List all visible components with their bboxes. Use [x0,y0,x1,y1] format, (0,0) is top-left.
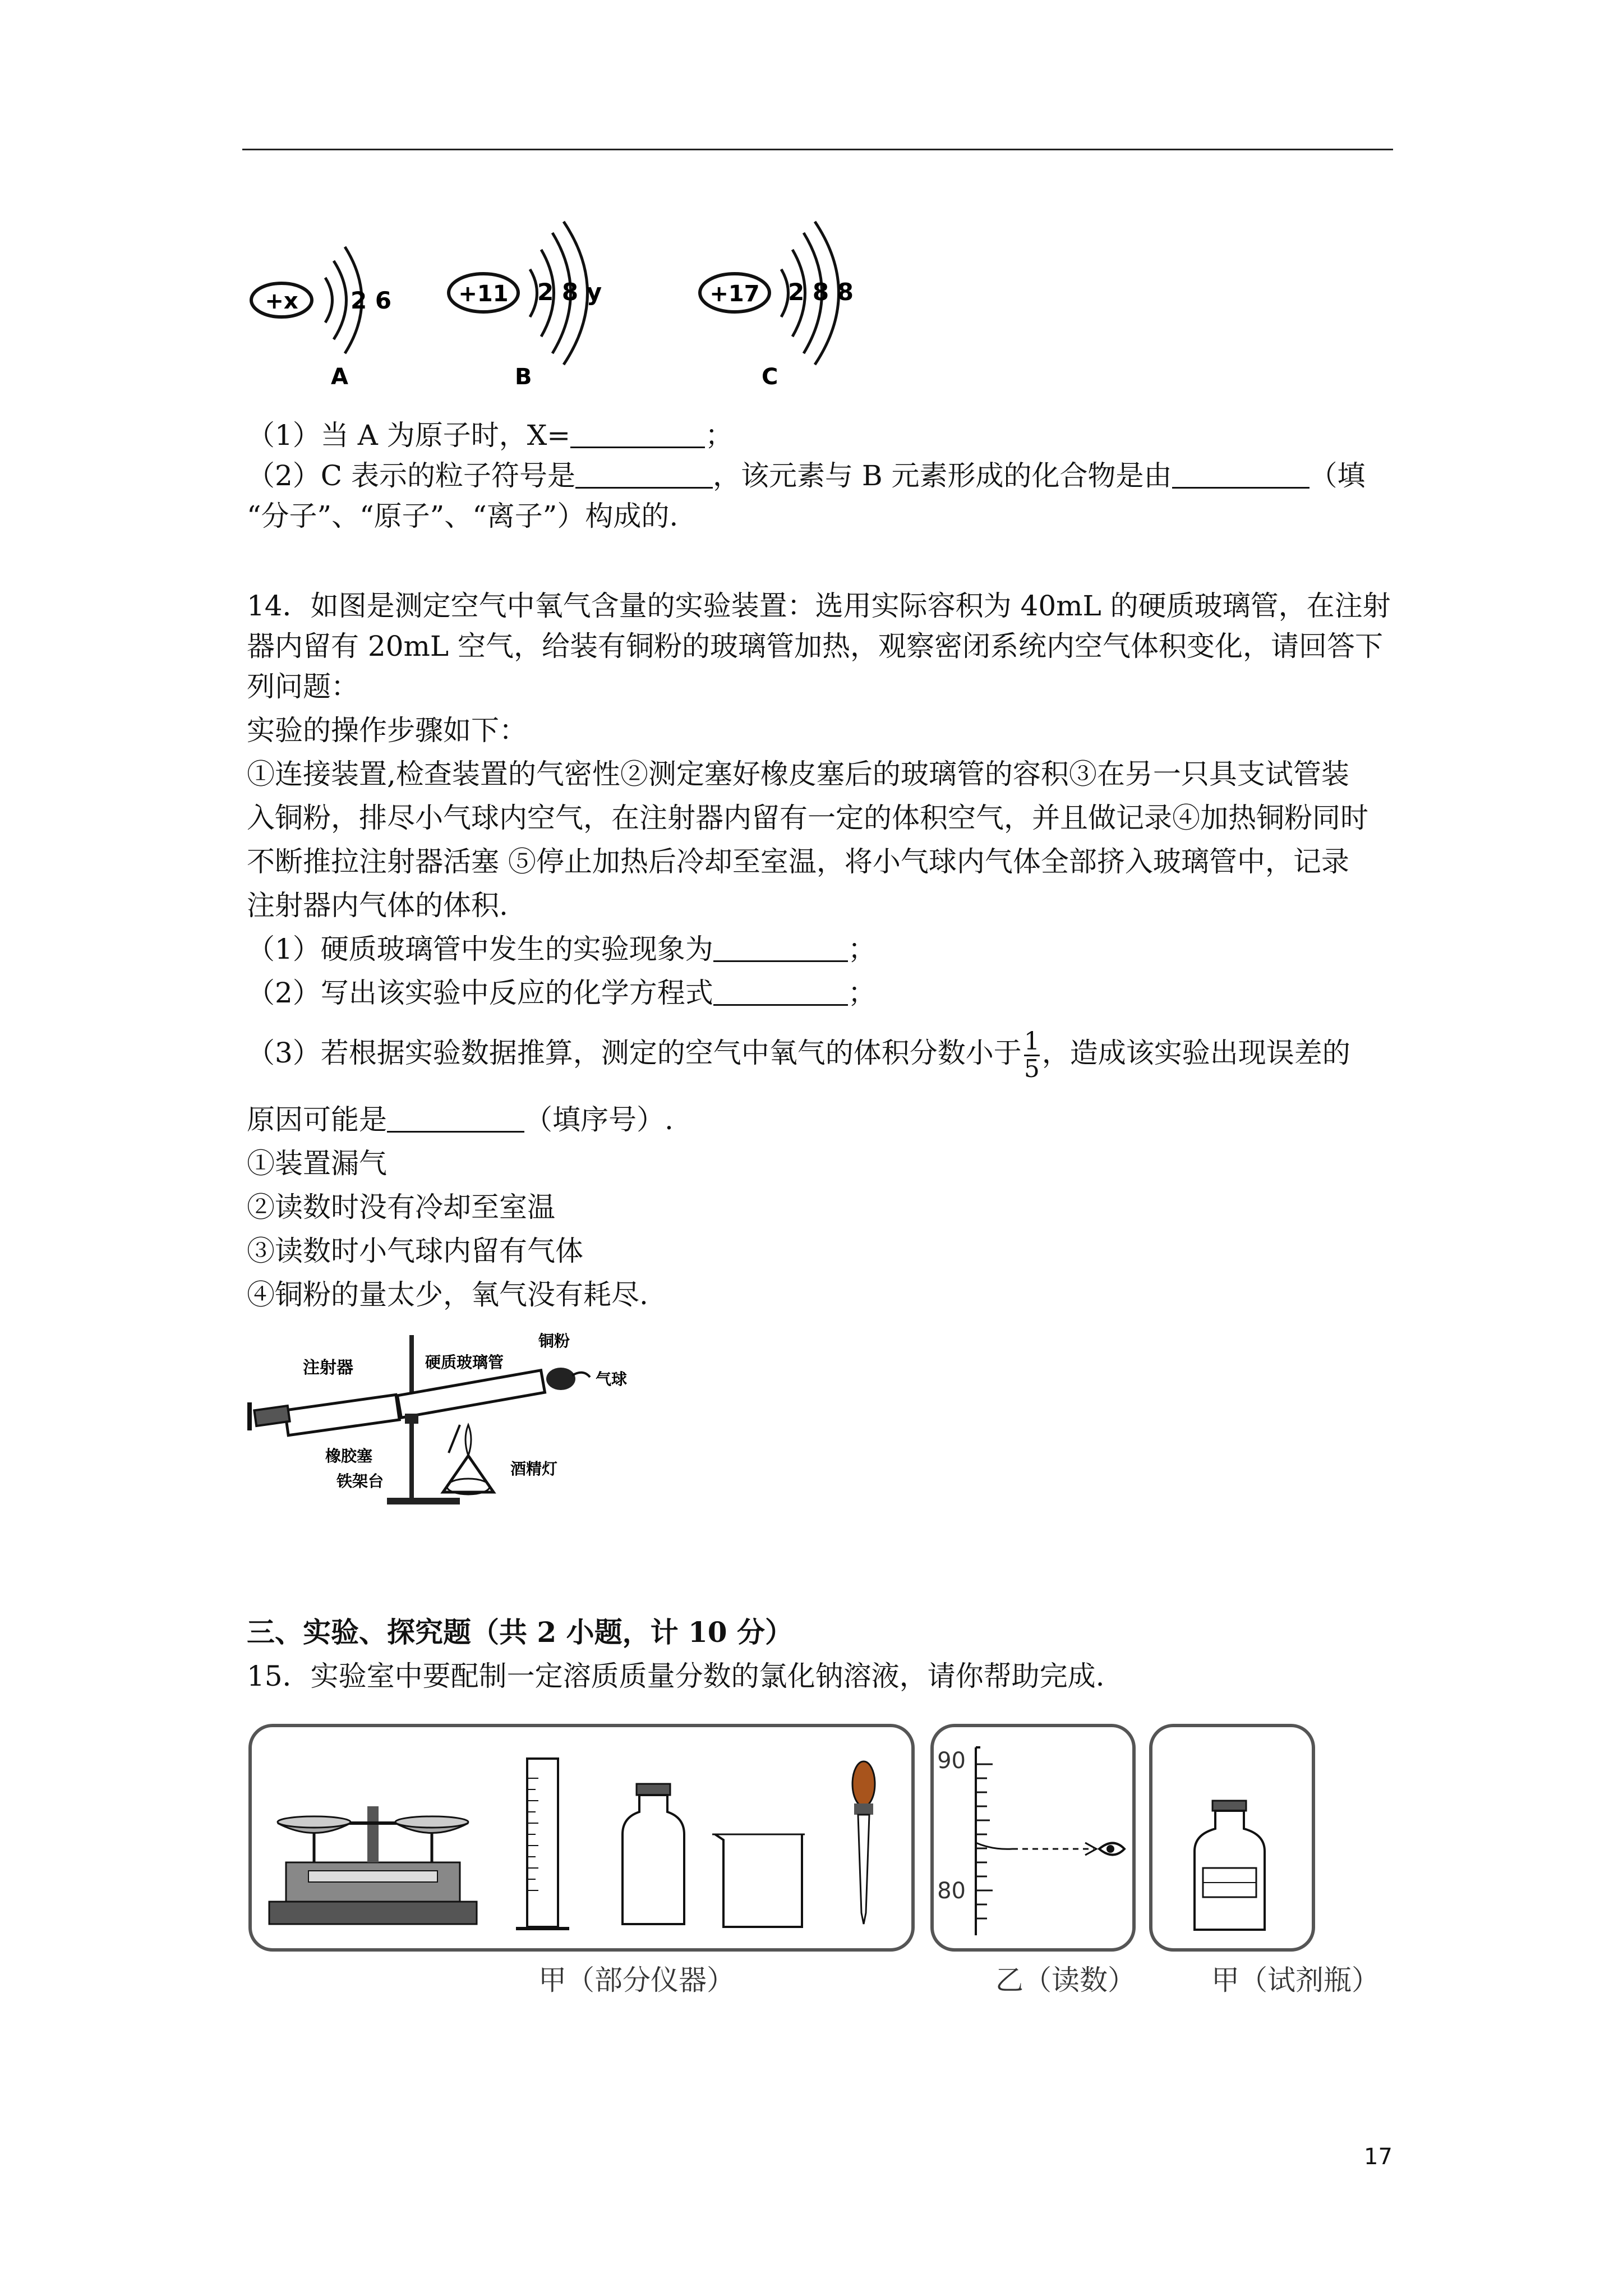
answer-blank[interactable] [713,929,848,962]
measuring-cylinder-icon [516,1759,569,1929]
q14-steps-line2: 入铜粉，排尽小气球内空气，在注射器内留有一定的体积空气，并且做记录④加热铜粉同时 [247,802,1368,834]
dropper-icon [852,1761,875,1924]
q14-apparatus-figure [247,1324,712,1515]
fraction-one-fifth: $\frac{1}{5}$ [1023,1027,1040,1083]
answer-blank[interactable] [713,973,848,1006]
reagent-bottle-icon [623,1784,684,1924]
cylinder-reading-icon [937,1747,1096,1935]
answer-blank[interactable] [575,455,713,489]
q14-intro-line2: 器内留有 20mL 空气，给装有铜粉的玻璃管加热，观察密闭系统内空气体积变化，请回答下 [247,630,1384,662]
label-balloon: 气球 [596,1370,628,1388]
q14-sub2: （2）写出该实验中反应的化学方程式 ； [247,973,876,1013]
q14-sub1: （1）硬质玻璃管中发生的实验现象为 ； [247,929,876,969]
section-heading: 三、实验、探究题（共 2 小题，计 10 分） [247,1616,793,1649]
tick-label-80: 80 [937,1878,966,1904]
labeled-reagent-bottle-icon [1195,1801,1265,1930]
q14-steps-title: 实验的操作步骤如下： [247,714,527,747]
atom-C [700,222,854,390]
q14-intro-line3: 列问题： [247,670,359,703]
atom-B-shells: 2 8 y [537,278,602,306]
beaker-icon [712,1834,805,1927]
label-glass-tube: 硬质玻璃管 [425,1353,504,1372]
label-alcohol-lamp: 酒精灯 [510,1460,558,1478]
caption-instruments: 甲（部分仪器） [538,1964,735,1996]
answer-blank[interactable] [1172,455,1310,489]
caption-reagent-bottle: 甲（试剂瓶） [1211,1964,1380,1996]
atom-C-shells: 2 8 8 [788,278,854,306]
label-copper-powder: 铜粉 [538,1332,570,1350]
atom-C-nucleus: +17 [709,281,760,307]
q13-part1: （1）当 A 为原子时，X= ； [247,415,733,455]
q13-part2: （2）C 表示的粒子符号是 ，该元素与 B 元素形成的化合物是由 （填 [247,455,1366,496]
atom-B-label: B [515,364,532,390]
caption-reading: 乙（读数） [995,1964,1136,1996]
q14-option4: ④铜粉的量太少，氧气没有耗尽. [247,1278,648,1311]
balance-icon [269,1806,477,1924]
atom-C-label: C [762,364,778,390]
q14-option2: ②读数时没有冷却至室温 [247,1191,555,1223]
atom-A [251,247,391,390]
q14-sub3-cont: 原因可能是 （填序号）. [247,1099,674,1140]
atom-A-shells: 2 6 [351,287,392,314]
eye-icon [1099,1843,1124,1855]
label-syringe: 注射器 [303,1358,353,1378]
q15-prompt: 15．实验室中要配制一定溶质质量分数的氯化钠溶液，请你帮助完成. [247,1660,1105,1692]
answer-blank[interactable] [570,415,705,448]
q13-part2-cont: “分子”、“原子”、“离子”）构成的. [247,500,679,532]
answer-blank[interactable] [387,1099,524,1133]
q14-intro-line1: 14．如图是测定空气中氧气含量的实验装置：选用实际容积为 40mL 的硬质玻璃管，在注射 [247,590,1391,622]
label-rubber-stopper: 橡胶塞 [325,1447,373,1465]
atom-B [449,222,602,390]
q15-figure [247,1722,1385,1958]
atom-B-nucleus: +11 [458,281,509,307]
q14-steps-line4: 注射器内气体的体积. [247,889,508,922]
q14-option3: ③读数时小气球内留有气体 [247,1235,583,1267]
label-iron-stand: 铁架台 [336,1472,384,1490]
q14-steps-line1: ①连接装置,检查装置的气密性②测定塞好橡皮塞后的玻璃管的容积③在另一只具支试管装 [247,758,1349,790]
atom-A-nucleus: +x [265,288,298,314]
q14-sub3: （3）若根据实验数据推算，测定的空气中氧气的体积分数小于 $\frac{1}{5}$ ，造成该实验出现误差的 [247,1027,1350,1083]
header-rule [242,149,1393,150]
atom-structure-diagrams [241,213,914,398]
page-number: 17 [1364,2144,1393,2170]
tick-label-90: 90 [937,1748,966,1774]
q14-steps-line3: 不断推拉注射器活塞 ⑤停止加热后冷却至室温，将小气球内气体全部挤入玻璃管中，记录 [247,845,1349,878]
q14-option1: ①装置漏气 [247,1147,387,1180]
atom-A-label: A [331,364,348,390]
panel-reagent-bottle [1151,1726,1313,1950]
